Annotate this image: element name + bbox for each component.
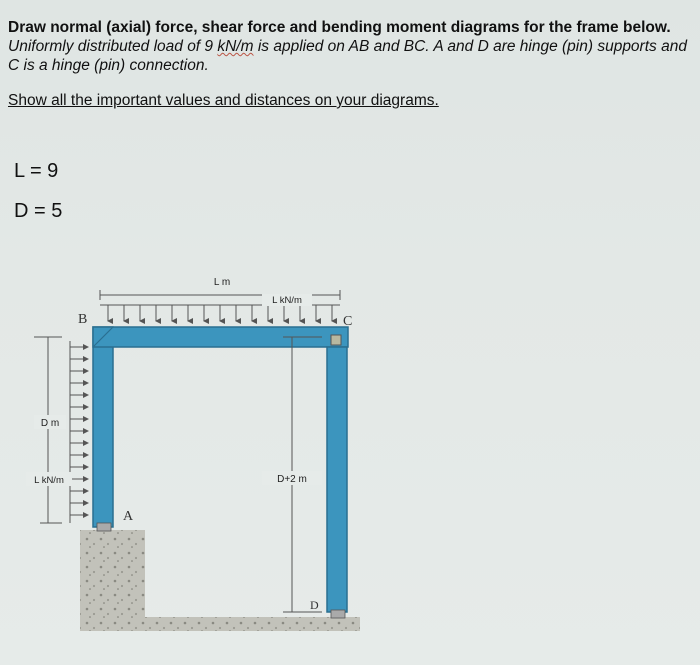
height-label: D m [40, 418, 60, 429]
problem-load-text: Uniformly distributed load of 9 [8, 38, 214, 55]
problem-lead: Draw normal (axial) force, shear force and bending moment diagrams for the frame below. [8, 19, 671, 36]
problem-statement [8, 18, 694, 75]
node-c-label: C [343, 314, 353, 329]
support-a [97, 523, 111, 531]
node-a-label: A [123, 509, 134, 524]
instruction-text: Show all the important values and distances on your diagrams. [8, 92, 439, 109]
problem-load-unit: kN/m [217, 38, 254, 55]
column-ab [93, 327, 113, 527]
span-label: L m [213, 277, 231, 288]
hinge-c [331, 335, 341, 345]
support-pedestal-a [80, 530, 145, 620]
side-load-arrows [70, 347, 88, 515]
support-d [331, 610, 345, 618]
param-d: D = 5 [14, 200, 63, 222]
problem-details [8, 38, 687, 74]
top-load-arrows [108, 305, 332, 321]
side-load-label: L kN/m [34, 475, 64, 486]
param-l: L = 9 [14, 160, 59, 182]
top-load-label: L kN/m [272, 295, 302, 306]
problem-support-text: is applied on AB and BC. A and D are hinge (pin) supports and C is a hinge (pin) connection. [8, 38, 687, 74]
frame-diagram [0, 255, 380, 645]
node-d-label: D [310, 598, 319, 612]
ground-strip [80, 617, 360, 631]
column-cd [327, 347, 347, 612]
node-b-label: B [78, 312, 88, 327]
right-height-label: D+2 m [277, 474, 307, 485]
